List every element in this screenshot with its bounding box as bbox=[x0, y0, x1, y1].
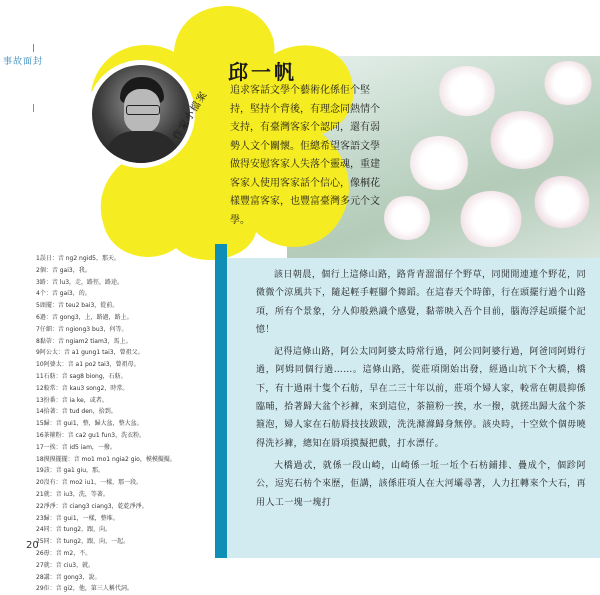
glossary-item: 11石舫：音 sag8 biong，石舫。 bbox=[36, 372, 127, 380]
glossary-item: 26毋：音 m2，不。 bbox=[36, 549, 92, 557]
glossary bbox=[36, 253, 214, 595]
tab-rule-bottom bbox=[33, 104, 34, 112]
glossary-item: 6過：音 gong3，上，路過，路上。 bbox=[36, 313, 133, 321]
glossary-item: 13扮番：音 ia ke，或者。 bbox=[36, 396, 108, 404]
glossary-item: 12較常：音 kau3 song2，時常。 bbox=[36, 384, 129, 392]
glossary-item: 9阿公太：音 a1 gung1 tai3，曾祖父。 bbox=[36, 349, 144, 357]
glossary-item: 27就：音 ciu3，就。 bbox=[36, 561, 95, 569]
glossary-item: 15歸：音 gui1，整，歸大盆，整大盆。 bbox=[36, 420, 143, 428]
author-name: 邱一帆 bbox=[228, 60, 297, 84]
glossary-item: 29佢：音 gi2，他，第三人稱代詞。 bbox=[36, 585, 133, 593]
glossary-item: 22淨淨：音 ciang3 ciang3，乾乾淨淨。 bbox=[36, 502, 148, 510]
glossary-item: 25同：音 tung2，跟，向，一起。 bbox=[36, 538, 130, 546]
story-paragraph: 記得這條山路，阿公太同阿婆太時常行過，阿公同阿婆行過，阿爸同阿姆行過，阿姆同個行過……。這條山路，從莊項開始出發，經過山坑下个大橋，橋下，有十過兩十隻个石舫，早在二三十年以前，莊項个婦人家，較常在朝晨抑係臨晡，拾著歸大盆个衫褲，來到這位，茶箍粉一挨，水一撥，就搓出歸大盆个茶箍泡，婦人家在石舫脣技技跋跋，洗洗滌滌歸身無停。該央時，十空欸个個毋曉得洗衫褲，總知在脣項摸擬把戲，打水漂仔。 bbox=[256, 347, 586, 449]
glossary-item: 1誤日：音 ng2 ngid5，那天。 bbox=[36, 255, 120, 262]
glossary-item: 4个：音 gai3，的。 bbox=[36, 290, 91, 298]
story-body bbox=[256, 266, 586, 516]
glossary-item: 10阿婆太：音 a1 po2 tai3，曾祖母。 bbox=[36, 361, 140, 369]
story-paragraph: 大橋過忒，就係一段山崎，山崎係一坵一坵个石枋鋪排、疊成个，個跈阿公，逗宪石枋个來歷，佢講，該係莊項人在大河壩尋著，人力扛轉來个大石，再用人工一塊一塊打 bbox=[256, 460, 586, 508]
glossary-item: 21就：音 iu3，洗，等著。 bbox=[36, 490, 109, 498]
glossary-item: 24同：音 tung2，跟，向。 bbox=[36, 526, 112, 534]
teal-divider-bar bbox=[215, 244, 227, 558]
glossary-item: 16茶箍粉：音 ca2 gu1 fun3，洗衣粉。 bbox=[36, 431, 146, 439]
story-paragraph: 該日朝晨，個行上這條山路，路背青溜溜仔个野草，同閒閒連連个野花，同微微个涼風共下，隨起輕手輕腳个舞蹈。在這春天个時節，行在頭擺行過个山路項，所有个景象，分人仰般熟識个感覺，黏蒂映入吾个目前，腦海浮起頭擺个記憶！ bbox=[256, 270, 586, 335]
glossary-item: 7仔細：音 ngiong3 bu3，何等。 bbox=[36, 325, 128, 333]
glossary-item: 19該：音 ga1 giu，那。 bbox=[36, 467, 105, 475]
glossary-item: 3路：音 lu3，走，路徑，路途。 bbox=[36, 278, 124, 286]
glossary-item: 14拾著：音 tud den，拾到。 bbox=[36, 408, 117, 416]
glossary-item: 20沒有：音 mo2 iu1，一樣，那一段。 bbox=[36, 479, 143, 487]
tab-rule-top bbox=[33, 44, 34, 52]
glossary-item: 5頭擺：音 teu2 bai3，從前。 bbox=[36, 302, 119, 310]
author-profile-label: 作家小檔案 bbox=[171, 89, 210, 142]
glossary-item: 28講：音 gong3，說。 bbox=[36, 573, 101, 581]
author-portrait bbox=[92, 65, 190, 163]
glossary-item: 8黏蒂：音 ngiam2 tiam3，馬上。 bbox=[36, 337, 132, 345]
glossary-item: 18摸摸擺擺：音 mo1 mo1 ngia2 gio，模模擬擬。 bbox=[36, 455, 176, 463]
glossary-item: 17一挨：音 id5 iam，一撥。 bbox=[36, 443, 116, 451]
glossary-item: 2個：音 gai3，我。 bbox=[36, 266, 91, 274]
page-number: 20 bbox=[26, 540, 39, 551]
author-bio-text: 追求客話文學个藝術化係佢个堅持，堅持个背後，有理念同熱情个支持，有臺灣客家个認同，還有弱勢人文个關懷。佢總希望客語文學做得安慰客家人失落个靈魂，重建客家人使用客家話个信心，像桐花樣豐富客家，也豐富臺灣多元个文學。 bbox=[230, 85, 380, 226]
section-tab-label: 封面故事 bbox=[1, 56, 41, 66]
author-bio bbox=[230, 82, 380, 230]
glossary-item: 23歸：音 gui1，一樣，整堆。 bbox=[36, 514, 119, 522]
